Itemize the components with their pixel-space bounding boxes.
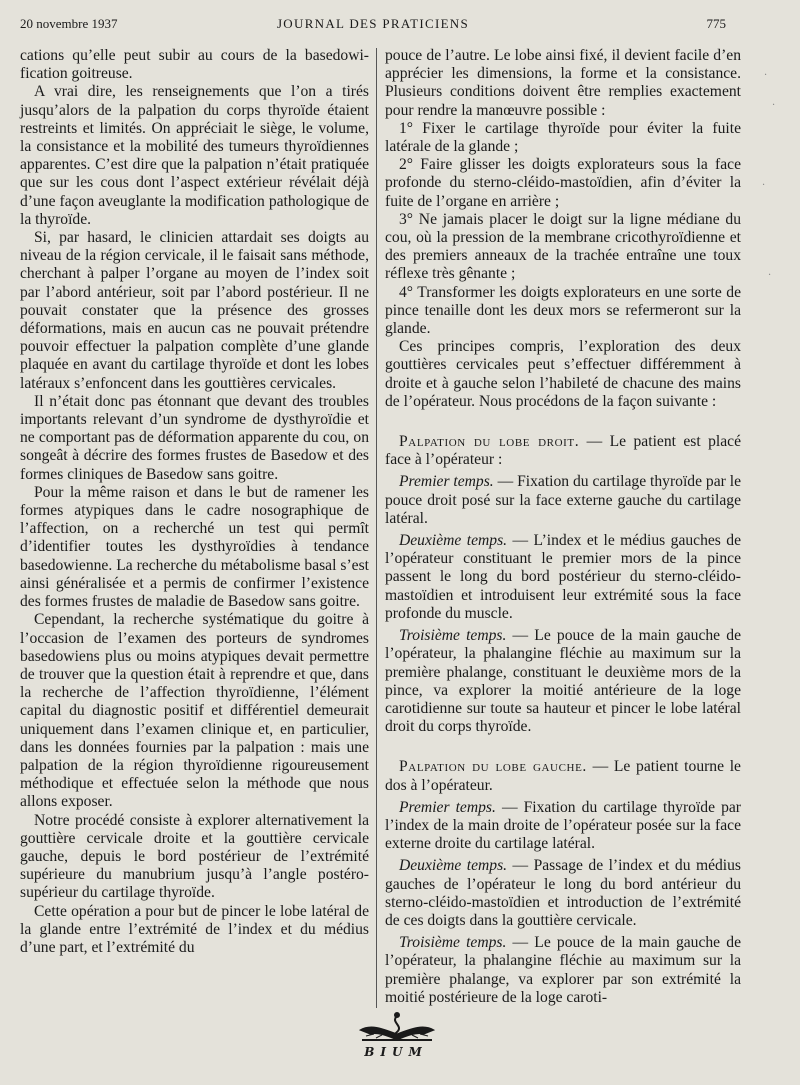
section-droit <box>385 433 741 469</box>
step <box>385 934 741 1007</box>
paragraph: Si, par hasard, le clinicien attardait ses doigts au niveau de la région cervicale, il le faisait sans méthode, cherchant à palper l’organe au moyen de l’index soit par l’abord antérieur, soit par l’abord postérieur. Il ne pouvait constater que la présence des grosses déformations, mais en aucun cas ne pouvait prétendre pouvoir effectuer la palpation complète d’une glande plaquée en avant du cartilage thyroïde et dont les lobes latéraux s’enfoncent dans les gouttières cervicales. <box>20 229 369 392</box>
paragraph: Notre procédé consiste à explorer alternativement la gouttière cervicale droite et la gouttière cervicale gauche, depuis le bord postérieur de l’extrémité supérieure du manubrium jusqu’à l’angle postéro-supérieur du cartilage thyroïde. <box>20 811 369 902</box>
step <box>385 473 741 528</box>
step-text: — Fixation du cartilage thyroïde par le pouce droit posé sur la face externe gauche du cartilage latéral. <box>385 473 741 527</box>
step-text: — Le pouce de la main gauche de l’opérateur, la phalangine fléchie au maximum sur la première phalange, constituant le deuxième mors de la pince, va explorer la moitié antérieure de la loge carotidienne sur toute sa hauteur et pincer le lobe latéral droit du corps thyroïde. <box>385 627 741 736</box>
paragraph: Pour la même raison et dans le but de ramener les formes atypiques dans le cadre nosographique de l’affection, on a recherché un test qui permît d’identifier toutes les dysthyroïdies à tendance basedowienne. La recherche du métabolisme basal s’est ainsi généralisée et a permis de confirmer l’existence des formes frustes de maladie de Basedow sans goitre. <box>20 483 369 611</box>
left-column <box>20 47 369 957</box>
column-divider <box>376 48 377 1008</box>
step-text: — Le pouce de la main gauche de l’opérateur, la phalangine fléchie au maximum sur la première phalange, va explorer par son extrémité la moitié postérieure de la loge caroti- <box>385 934 741 1006</box>
paragraph: Ces principes compris, l’exploration des deux gouttières cervicales peut s’effectuer différemment à droite et à gauche selon l’habileté de chacune des mains de l’opérateur. Nous procédons de la façon suivante : <box>385 338 741 410</box>
list-item: 2° Faire glisser les doigts explorateurs sous la face profonde du sterno-cléido-mastoïdien, afin d’éviter la fuite de l’organe en arrière ; <box>385 156 741 210</box>
issue-date: 20 novembre 1937 <box>20 16 118 31</box>
step-label: Premier temps. <box>399 798 496 816</box>
right-column <box>385 47 741 1007</box>
paragraph: Il n’était donc pas étonnant que devant des troubles importants relevant d’un syndrome de dysthyroïdie et ne comportant pas de déformation apparente du cou, on songeât à décrire des formes frustes de Basedow et des formes cliniques de Basedow sans goitre. <box>20 392 369 483</box>
margin-marks: · · · · <box>762 70 776 281</box>
list-item: 3° Ne jamais placer le doigt sur la ligne médiane du cou, où la pression de la membrane cricothyroïdienne et des premiers anneaux de la trachée entraîne une toux réflexe très gênante ; <box>385 210 741 283</box>
paragraph: A vrai dire, les renseignements que l’on a tirés jusqu’alors de la palpation du corps thyroïde étaient restreints et limités. On appréciait le siège, le volume, la consistance et la mobilité des tumeurs thyroïdiennes apparentes. C’est dire que la palpation n’était pratiquée que sur les cous dont l’aspect extérieur révélait déjà d’une façon aveuglante la modification pathologique de la thyroïde. <box>20 83 369 228</box>
step-text: — Passage de l’index et du médius gauches de l’opérateur le long du bord antérieur du sterno-cléido-mastoïdien et introduction de l’extrémité de ces doigts dans la gouttière cervicale. <box>385 857 741 929</box>
step-label: Troisième temps. <box>399 627 507 645</box>
page-number: 775 <box>706 16 726 31</box>
bium-caduceus-logo <box>352 1010 442 1072</box>
section-intro: — Le patient tourne le dos à l’opérateur. <box>385 758 741 794</box>
running-header <box>20 16 726 36</box>
step <box>385 857 741 930</box>
list-item: 1° Fixer le cartilage thyroïde pour éviter la fuite latérale de la glande ; <box>385 119 741 156</box>
paragraph: cations qu’elle peut subir au cours de la basedowi-fication goitreuse. <box>20 47 369 83</box>
paragraph: Cependant, la recherche systématique du goitre à l’occasion de l’examen des porteurs de syndromes basedowiens plus ou moins atypiques devait permettre de trouver que la question était à reprendre et que, dans la recherche de l’affection thyroïdienne, l’élément capital du diagnostic positif et différentiel demeurait uniquement dans l’examen clinique et, en particulier, dans les données fournies par la palpation : mais une palpation de la région thyroïdienne rigoureusement méthodique et effectuée selon la méthode que nous allons exposer. <box>20 611 369 811</box>
step <box>385 532 741 623</box>
list-item: 4° Transformer les doigts explorateurs en une sorte de pince tenaille dont les deux mors se refermeront sur la glande. <box>385 283 741 338</box>
section-intro: — Le patient est placé face à l’opérateur : <box>385 433 741 469</box>
step-label: Troisième temps. <box>399 934 507 952</box>
paragraph: Cette opération a pour but de pincer le lobe latéral de la glande entre l’extrémité de l’index et du médius d’une part, et l’extrémité du <box>20 902 369 956</box>
step-text: — L’index et le médius gauches de l’opérateur constituant le premier mors de la pince passent le long du bord postérieur du sterno-cléido-mastoïdien et introduisent leur extrémité sous la face profonde du muscle. <box>385 532 742 622</box>
journal-title: JOURNAL DES PRATICIENS <box>276 16 470 31</box>
section-gauche <box>385 758 741 794</box>
section-heading: Palpation du lobe droit. <box>399 433 580 451</box>
step <box>385 627 741 736</box>
bium-logo-text: BIUM <box>364 1045 428 1059</box>
step-text: — Fixation du cartilage thyroïde par l’index de la main droite de l’opérateur posée sur la face externe droite du cartilage latéral. <box>385 798 742 853</box>
section-heading: Palpation du lobe gauche. <box>399 758 587 776</box>
step-label: Deuxième temps. <box>399 532 508 550</box>
step-label: Premier temps. <box>399 473 494 491</box>
paragraph: pouce de l’autre. Le lobe ainsi fixé, il devient facile d’en apprécier les dimensions, la forme et la consistance. Plusieurs conditions doivent être remplies exactement pour rendre la manœuvre possible : <box>385 47 741 119</box>
step-label: Deuxième temps. <box>399 857 508 875</box>
step <box>385 799 741 854</box>
